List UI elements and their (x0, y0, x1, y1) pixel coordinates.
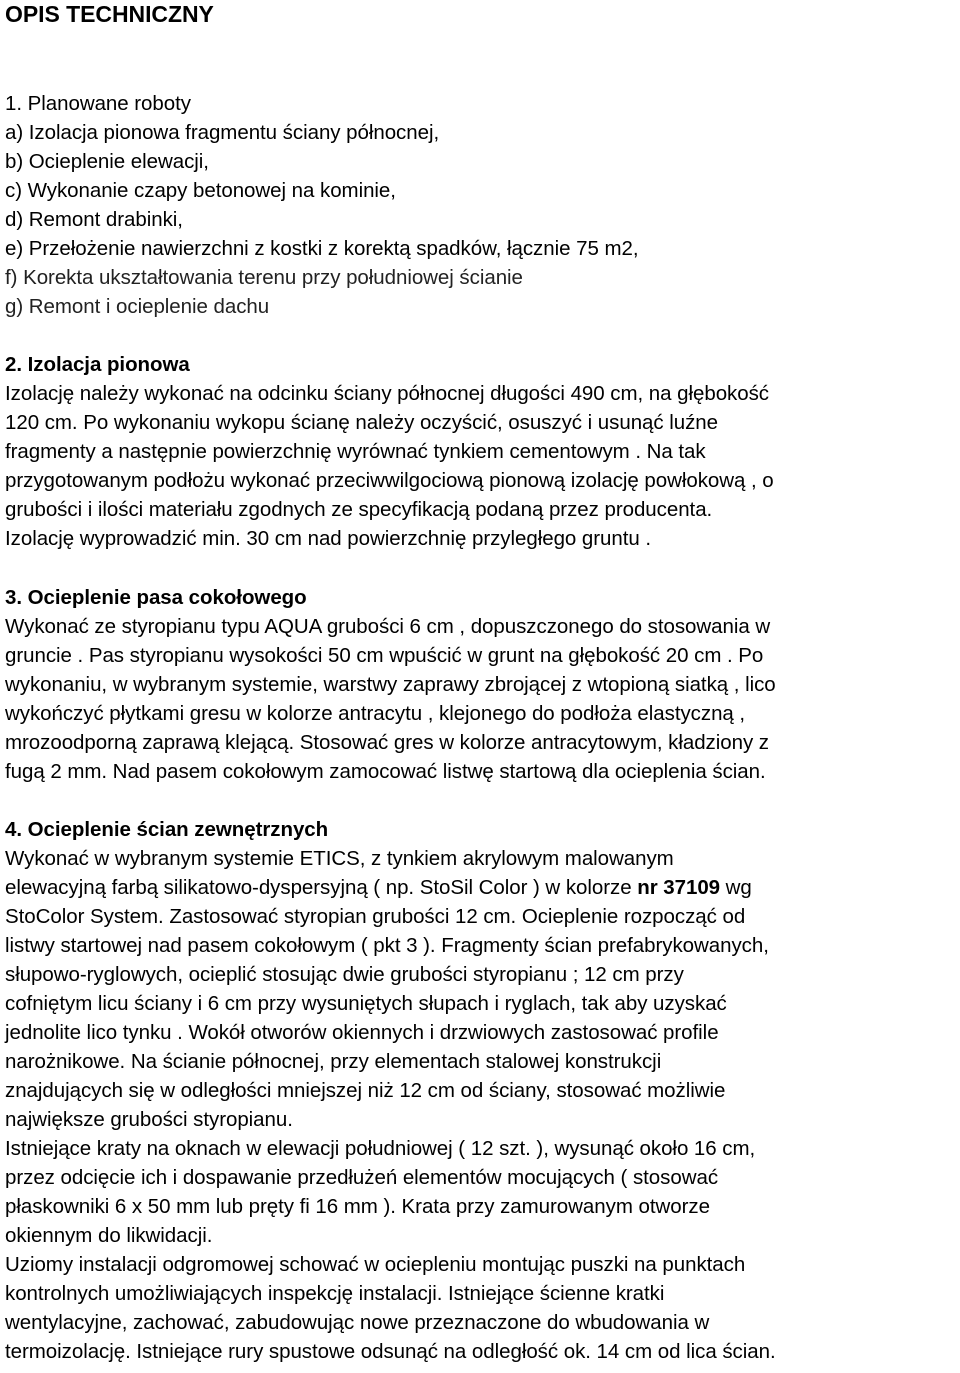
color-code: nr 37109 (637, 876, 721, 899)
section4-number: 4. (5, 818, 22, 841)
list-item: f) Korekta ukształtowania terenu przy południowej ścianie (5, 266, 523, 289)
paragraph-line: przygotowanym podłożu wykonać przeciwwilgociową pionową izolację powłokową , o (5, 469, 774, 492)
paragraph-line: Wykonać ze styropianu typu AQUA grubości 6 cm , dopuszczonego do stosowania w (5, 615, 771, 638)
paragraph-line: Istniejące kraty na oknach w elewacji południowej ( 12 szt. ), wysunąć około 16 cm, (5, 1137, 756, 1160)
list-item: g) Remont i ocieplenie dachu (5, 295, 270, 318)
paragraph-line: przez odcięcie ich i dospawanie przedłużeń elementów mocujących ( stosować (5, 1166, 719, 1189)
paragraph-line: listwy startowej nad pasem cokołowym ( pkt 3 ). Fragmenty ścian prefabrykowanych, (5, 934, 769, 957)
paragraph-line: znajdujących się w odległości mniejszej niż 12 cm od ściany, stosować możliwie (5, 1079, 726, 1102)
paragraph-line: słupowo-ryglowych, ocieplić stosując dwie grubości styropianu ; 12 cm przy (5, 963, 684, 986)
paragraph-line: Izolację należy wykonać na odcinku ściany północnej długości 490 cm, na głębokość (5, 382, 770, 405)
paragraph-line: gruncie . Pas styropianu wysokości 50 cm wpuścić w grunt na głębokość 20 cm . Po (5, 644, 764, 667)
paragraph-line: wykonaniu, w wybranym systemie, warstwy zaprawy zbrojącej z wtopioną siatką , lico (5, 673, 776, 696)
section1-heading: 1. Planowane roboty (5, 92, 191, 115)
paragraph-line: mrozoodporną zaprawą klejącą. Stosować gres w kolorze antracytowym, kładziony z (5, 731, 770, 754)
list-item: c) Wykonanie czapy betonowej na kominie, (5, 179, 396, 202)
document-title: OPIS TECHNICZNY (5, 1, 214, 27)
paragraph-line: 120 cm. Po wykonaniu wykopu ścianę należy oczyścić, osuszyć i usunąć luźne (5, 411, 719, 434)
paragraph-text: wg (720, 876, 752, 899)
list-item: d) Remont drabinki, (5, 208, 183, 231)
paragraph-line: narożnikowe. Na ścianie północnej, przy elementach stalowej konstrukcji (5, 1050, 662, 1073)
paragraph-line (5, 874, 752, 902)
section2-heading: 2. Izolacja pionowa (5, 353, 190, 376)
section3-heading (5, 584, 307, 612)
list-item: e) Przełożenie nawierzchni z kostki z korektą spadków, łącznie 75 m2, (5, 237, 639, 260)
paragraph-line: największe grubości styropianu. (5, 1108, 293, 1131)
paragraph-line: cofniętym licu ściany i 6 cm przy wysuniętych słupach i ryglach, tak aby uzyskać (5, 992, 727, 1015)
paragraph-line: okiennym do likwidacji. (5, 1224, 213, 1247)
paragraph-line: wykończyć płytkami gresu w kolorze antracytu , klejonego do podłoża elastyczną , (5, 702, 746, 725)
paragraph-line: grubości i ilości materiału zgodnych ze specyfikacją podaną przez producenta. (5, 498, 713, 521)
paragraph-line: fugą 2 mm. Nad pasem cokołowym zamocować listwę startową dla ocieplenia ścian. (5, 760, 766, 783)
section3-number: 3. (5, 586, 22, 609)
paragraph-text: elewacyjną farbą silikatowo-dyspersyjną ( np. StoSil Color ) w kolorze (5, 876, 638, 899)
paragraph-line: kontrolnych umożliwiających inspekcję instalacji. Istniejące ścienne kratki (5, 1282, 665, 1305)
paragraph-line: jednolite lico tynku . Wokół otworów okiennych i drzwiowych zastosować profile (5, 1021, 719, 1044)
paragraph-line: StoColor System. Zastosować styropian grubości 12 cm. Ocieplenie rozpocząć od (5, 905, 746, 928)
paragraph-line: fragmenty a następnie powierzchnię wyrównać tynkiem cementowym . Na tak (5, 440, 706, 463)
paragraph-line: Wykonać w wybranym systemie ETICS, z tynkiem akrylowym malowanym (5, 847, 674, 870)
paragraph-line: Uziomy instalacji odgromowej schować w ociepleniu montując puszki na punktach (5, 1253, 746, 1276)
list-item: b) Ocieplenie elewacji, (5, 150, 209, 173)
paragraph-line: termoizolację. Istniejące rury spustowe odsunąć na odległość ok. 14 cm od lica ścian. (5, 1340, 776, 1363)
paragraph-line: płaskowniki 6 x 50 mm lub pręty fi 16 mm ). Krata przy zamurowanym otworze (5, 1195, 710, 1218)
paragraph-line: Izolację wyprowadzić min. 30 cm nad powierzchnię przyległego gruntu . (5, 527, 652, 550)
paragraph-line: wentylacyjne, zachować, zabudowując nowe przeznaczone do wbudowania w (5, 1311, 710, 1334)
section3-title: Ocieplenie pasa cokołowego (27, 586, 307, 609)
section4-title: Ocieplenie ścian zewnętrznych (27, 818, 329, 841)
list-item: a) Izolacja pionowa fragmentu ściany północnej, (5, 121, 440, 144)
section4-heading (5, 816, 328, 844)
